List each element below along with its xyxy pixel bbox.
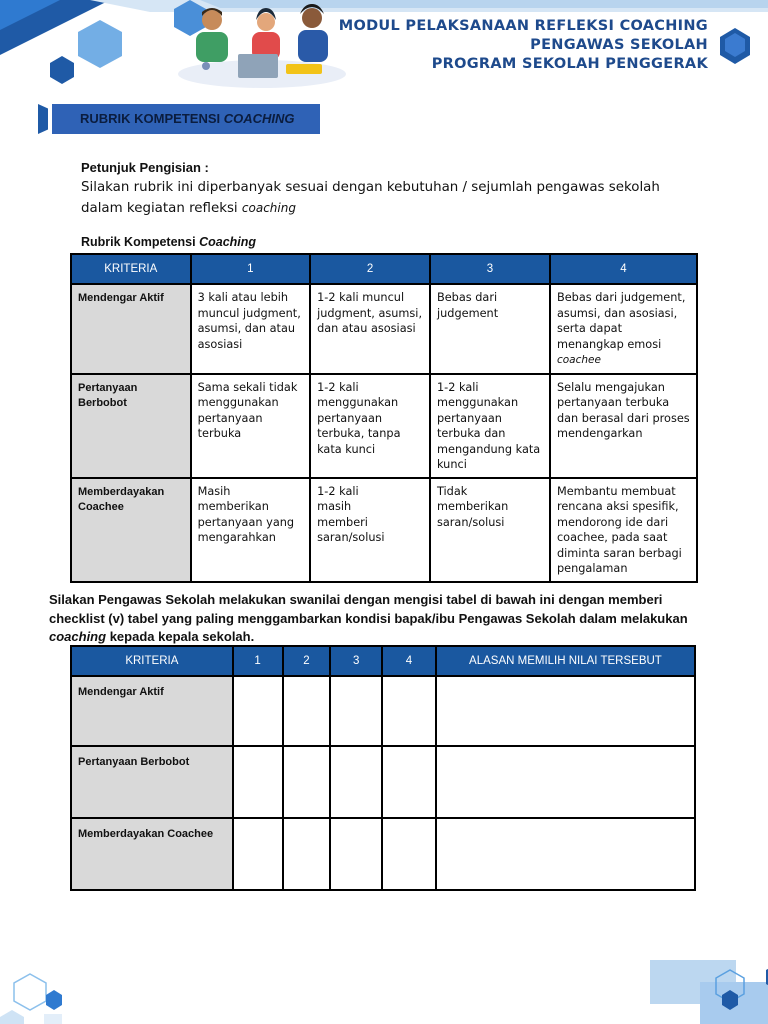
- score-1-checkbox[interactable]: [233, 676, 283, 746]
- score-3-checkbox[interactable]: [330, 818, 382, 890]
- rubric-row: [71, 374, 697, 478]
- header-line-3: PROGRAM SEKOLAH PENGGERAK: [431, 56, 708, 72]
- coaching-illustration: [176, 2, 348, 88]
- assessment-header-3: 3: [330, 646, 382, 676]
- rubric-criteria: Mendengar Aktif: [71, 284, 191, 374]
- paragraph-italic: coaching: [49, 629, 107, 644]
- instructions-italic: coaching: [241, 201, 296, 215]
- assessment-criteria: Memberdayakan Coachee: [71, 818, 233, 890]
- rubric-cell: [430, 284, 550, 374]
- rubric-title: [81, 235, 256, 249]
- assessment-header-criteria: KRITERIA: [71, 646, 233, 676]
- assessment-header-1: 1: [233, 646, 283, 676]
- rubric-header-row: [71, 254, 697, 284]
- rubric-title-italic: Coaching: [199, 235, 257, 249]
- assessment-header-4: 4: [382, 646, 436, 676]
- instructions-heading: Petunjuk Pengisian :: [81, 160, 209, 175]
- score-3-checkbox[interactable]: [330, 746, 382, 818]
- rubric-header-3: 3: [430, 254, 550, 284]
- rubric-cell-text: Bebas dari judgement, asumsi, dan asosiasi, serta dapat menangkap emosi: [556, 291, 686, 351]
- rubric-header-4: 4: [550, 254, 697, 284]
- reason-field[interactable]: [436, 746, 695, 818]
- assessment-criteria: Pertanyaan Berbobot: [71, 746, 233, 818]
- rubric-row: [71, 284, 697, 374]
- assessment-row: [71, 818, 695, 890]
- assessment-header-reason: ALASAN MEMILIH NILAI TERSEBUT: [436, 646, 695, 676]
- score-2-checkbox[interactable]: [283, 746, 331, 818]
- rubric-header-2: 2: [310, 254, 430, 284]
- footer-decoration: [0, 960, 768, 1024]
- assessment-row: [71, 676, 695, 746]
- rubric-cell: 1-2 kali masih memberi saran/solusi: [310, 478, 430, 582]
- section-tag: [38, 104, 320, 134]
- rubric-cell: Membantu membuat rencana aksi spesifik, mendorong ide dari coachee, pada saat diminta saran berbagi pengalaman: [550, 478, 697, 582]
- rubric-cell: Masih memberikan pertanyaan yang mengarahkan: [191, 478, 310, 582]
- header-line-1: MODUL PELAKSANAAN REFLEKSI COACHING: [338, 18, 708, 34]
- paragraph-text-end: kepada kepala sekolah.: [106, 629, 255, 644]
- score-2-checkbox[interactable]: [283, 818, 331, 890]
- score-4-checkbox[interactable]: [382, 818, 436, 890]
- rubric-cell: 1-2 kali menggunakan pertanyaan terbuka, tanpa kata kunci: [310, 374, 430, 478]
- score-2-checkbox[interactable]: [283, 676, 331, 746]
- score-3-checkbox[interactable]: [330, 676, 382, 746]
- rubric-cell-text: Bebas dari judgement: [436, 291, 499, 320]
- score-4-checkbox[interactable]: [382, 746, 436, 818]
- instructions-text: Silakan rubrik ini diperbanyak sesuai dengan kebutuhan / sejumlah pengawas sekolah dalam kegiatan refleksi: [81, 180, 660, 216]
- assessment-header-row: [71, 646, 695, 676]
- document-header: [339, 17, 708, 74]
- section-title: [52, 104, 320, 134]
- score-1-checkbox[interactable]: [233, 746, 283, 818]
- rubric-cell-italic: coachee: [556, 354, 601, 366]
- rubric-title-text: Rubrik Kompetensi: [81, 235, 200, 249]
- rubric-cell: 1-2 kali muncul judgment, asumsi, dan atau asosiasi: [310, 284, 430, 374]
- assessment-row: [71, 746, 695, 818]
- reason-field[interactable]: [436, 818, 695, 890]
- paragraph-text: Silakan Pengawas Sekolah melakukan swanilai dengan mengisi tabel di bawah ini dengan memberi checklist (v) tabel yang paling menggambarkan kondisi bapak/ibu Pengawas Sekolah dalam melakukan: [49, 592, 688, 626]
- rubric-header-1: 1: [191, 254, 310, 284]
- rubric-header-criteria: KRITERIA: [71, 254, 191, 284]
- instructions-body: [81, 178, 681, 219]
- score-4-checkbox[interactable]: [382, 676, 436, 746]
- self-assessment-table: [70, 645, 696, 891]
- rubric-cell: Selalu mengajukan pertanyaan terbuka dan berasal dari proses mendengarkan: [550, 374, 697, 478]
- self-assessment-instructions: [49, 591, 709, 647]
- section-title-text: RUBRIK KOMPETENSI: [80, 111, 224, 126]
- rubric-cell: Tidak memberikan saran/solusi: [430, 478, 550, 582]
- rubric-row: [71, 478, 697, 582]
- rubric-cell: Sama sekali tidak menggunakan pertanyaan terbuka: [191, 374, 310, 478]
- rubric-criteria: Pertanyaan Berbobot: [71, 374, 191, 478]
- assessment-header-2: 2: [283, 646, 331, 676]
- reason-field[interactable]: [436, 676, 695, 746]
- rubric-cell: 1-2 kali menggunakan pertanyaan terbuka dan mengandung kata kunci: [430, 374, 550, 478]
- rubric-table: [70, 253, 698, 583]
- header-line-2: PENGAWAS SEKOLAH: [530, 37, 708, 53]
- section-flag: [38, 104, 48, 134]
- rubric-cell: [550, 284, 697, 374]
- rubric-criteria: Memberdayakan Coachee: [71, 478, 191, 582]
- assessment-criteria: Mendengar Aktif: [71, 676, 233, 746]
- score-1-checkbox[interactable]: [233, 818, 283, 890]
- section-title-italic: COACHING: [223, 111, 295, 126]
- rubric-cell: 3 kali atau lebih muncul judgment, asumsi, dan atau asosiasi: [191, 284, 310, 374]
